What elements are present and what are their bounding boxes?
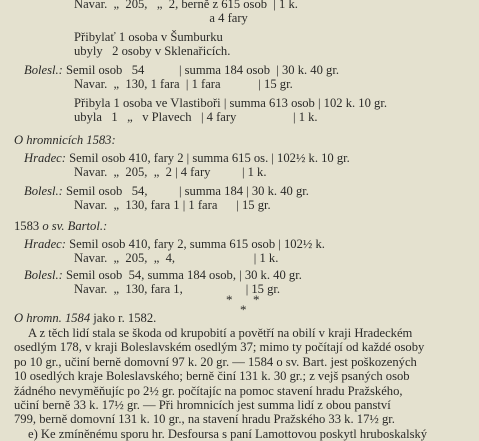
paragraph-line: 799, berně domovní 131 k. 10 gr., na stavení hradu Pražského 33 k. 17½ gr. [14, 412, 395, 427]
region-label: Hradec: [24, 237, 66, 251]
b1-line-7: Přibyla 1 osoba ve Vlastiboři | summa 613 osob | 102 k. 10 gr. [74, 96, 387, 110]
b1-line-1: Navar. „ 205, „ 2, berně z 615 osob | 1 k. [74, 0, 298, 11]
b1-line-2: a 4 fary [74, 11, 248, 25]
section-heading-hromn-1584: O hromn. 1584 jako r. 1582. [14, 311, 157, 325]
b2-line-4: Navar. „ 130, fara 1 | 1 fara | 15 gr. [74, 198, 271, 212]
b1-line-5: Bolesl.: Semil osob 54 | summa 184 osob | 30 k. 40 gr. [24, 63, 339, 77]
section-heading-bartol-1583: 1583 o sv. Bartol.: [14, 219, 108, 233]
region-label: Bolesl.: [24, 63, 63, 77]
region-label: Bolesl.: [24, 184, 63, 198]
paragraph-line: po 10 gr., učiní berně domovní 97 k. 20 gr. — 1584 o sv. Bart. jest poškozených [14, 354, 417, 369]
region-label: Hradec: [24, 151, 66, 165]
b3-line-1: Hradec: Semil osob 410, fary 2, summa 615 osob | 102½ k. [24, 237, 325, 251]
paragraph-line: 10 osedlých kraje Boleslavského; berně činí 131 k. 30 gr.; z vejš psaných osob [14, 369, 410, 384]
body-paragraph [14, 326, 474, 441]
b3-line-4: Navar. „ 130, fara 1, | 15 gr. [74, 282, 281, 296]
paragraph-line: osedlým 178, v kraji Boleslavském osedlým 37; mimo ty počítají od každé osoby [14, 340, 425, 355]
b1-line-6: Navar. „ 130, 1 fara | 1 fara | 15 gr. [74, 77, 293, 91]
divider-asterisk: * [240, 302, 247, 317]
b1-line-8: ubyla 1 „ v Plavech | 4 fary | 1 k. [74, 110, 318, 124]
divider-asterisk: * [253, 292, 260, 307]
b3-line-2: Navar. „ 205, „ 4, | 1 k. [74, 251, 279, 265]
b1-line-3: Přibylať 1 osoba v Šumburku [74, 30, 223, 44]
b2-line-2: Navar. „ 205, „ 2 | 4 fary | 1 k. [74, 165, 267, 179]
paragraph-line: žádného nevyměňujíc po 2½ gr. počítajíc na pomoc stavení hradu Pražského, [14, 383, 403, 398]
b3-line-3: Bolesl.: Semil osob 54, summa 184 osob, | 30 k. 40 gr. [24, 268, 302, 282]
section-heading-hromnice-1583: O hromnicích 1583: [14, 133, 116, 147]
b2-line-3: Bolesl.: Semil osob 54, | summa 184 | 30 k. 40 gr. [24, 184, 309, 198]
b1-line-4: ubyly 2 osoby v Sklenařicích. [74, 44, 231, 58]
paragraph-line: e) Ke zmíněnému sporu hr. Desfoursa s paní Lamottovou poskytl hruboskalský [28, 426, 428, 441]
region-label: Bolesl.: [24, 268, 63, 282]
divider-asterisk: * [226, 292, 233, 307]
b2-line-1: Hradec: Semil osob 410, fary 2 | summa 615 os. | 102½ k. 10 gr. [24, 151, 350, 165]
paragraph-line: A z těch lidí stala se škoda od krupobití a povětří na obilí v kraji Hradeckém [28, 326, 413, 340]
paragraph-line: učiní berně 33 k. 17½ gr. — Při hromnicích jest summa lidí z obou panství [14, 398, 391, 413]
